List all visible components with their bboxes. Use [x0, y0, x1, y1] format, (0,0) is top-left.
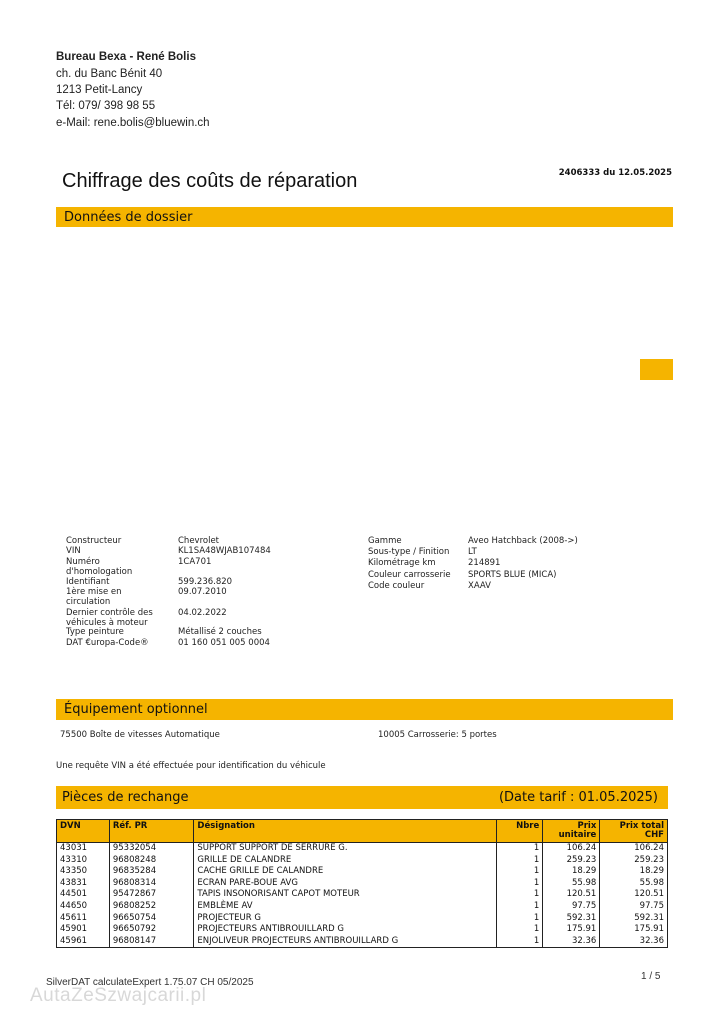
cell-nbre: 1 [496, 855, 543, 867]
table-row [57, 936, 668, 948]
value-europa-code: 01 160 051 005 0004 [178, 638, 270, 648]
vehicle-data-left [66, 536, 366, 651]
cell-nbre: 1 [496, 901, 543, 913]
document-reference: 2406333 du 12.05.2025 [558, 168, 672, 178]
cell-unit-price: 592.31 [543, 913, 600, 925]
cell-nbre: 1 [496, 889, 543, 901]
equipment-body: 10005 Carrosserie: 5 portes [378, 730, 497, 740]
value-vin: KL1SA48WJAB107484 [178, 546, 271, 556]
cell-dvn: 45961 [57, 936, 110, 948]
section-parts-title: Pièces de rechange [62, 790, 189, 805]
table-row [57, 913, 668, 925]
cell-total-price: 106.24 [600, 843, 668, 855]
cell-nbre: 1 [496, 913, 543, 925]
watermark: AutaZeSzwajcarii.pl [30, 985, 207, 1006]
company-phone: Tél: 079/ 398 98 55 [56, 100, 156, 112]
cell-designation: PROJECTEUR G [194, 913, 496, 925]
value-gamme: Aveo Hatchback (2008->) [468, 536, 578, 546]
cell-dvn: 43031 [57, 843, 110, 855]
label-constructeur: Constructeur [66, 536, 122, 546]
cell-nbre: 1 [496, 878, 543, 890]
section-dossier-bar [56, 207, 673, 227]
table-row [57, 878, 668, 890]
label-code-couleur: Code couleur [368, 581, 425, 591]
cell-designation: EMBLÈME AV [194, 901, 496, 913]
label-europa-code: DAT €uropa-Code® [66, 638, 149, 648]
cell-ref: 96650792 [109, 924, 194, 936]
cell-dvn: 44501 [57, 889, 110, 901]
cell-dvn: 45901 [57, 924, 110, 936]
label-couleur-carrosserie: Couleur carrosserie [368, 570, 451, 580]
cell-unit-price: 175.91 [543, 924, 600, 936]
cell-total-price: 32.36 [600, 936, 668, 948]
table-row [57, 855, 668, 867]
cell-nbre: 1 [496, 866, 543, 878]
cell-designation: CACHE GRILLE DE CALANDRE [194, 866, 496, 878]
label-type-peinture: Type peinture [66, 627, 124, 637]
table-row [57, 901, 668, 913]
cell-ref: 96650754 [109, 913, 194, 925]
cell-total-price: 592.31 [600, 913, 668, 925]
col-prix-total: Prix total CHF [600, 820, 668, 843]
cell-ref: 96808248 [109, 855, 194, 867]
value-couleur-carrosserie: SPORTS BLUE (MICA) [468, 570, 557, 580]
vehicle-data-right [368, 536, 668, 596]
label-sous-type: Sous-type / Finition [368, 547, 450, 557]
label-gamme: Gamme [368, 536, 402, 546]
value-kilometrage: 214891 [468, 558, 501, 568]
value-mise-en-circulation: 09.07.2010 [178, 587, 227, 597]
cell-unit-price: 120.51 [543, 889, 600, 901]
table-row [57, 843, 668, 855]
company-name: Bureau Bexa - René Bolis [56, 51, 196, 63]
section-equipment-bar [56, 699, 673, 720]
vin-note: Une requête VIN a été effectuée pour identification du véhicule [56, 761, 326, 771]
cell-dvn: 44650 [57, 901, 110, 913]
section-equipment-title: Équipement optionnel [64, 702, 208, 717]
col-designation: Désignation [194, 820, 496, 843]
value-code-couleur: XAAV [468, 581, 491, 591]
cell-total-price: 259.23 [600, 855, 668, 867]
equipment-gearbox: 75500 Boîte de vitesses Automatique [60, 730, 220, 740]
company-city: 1213 Petit-Lancy [56, 84, 143, 96]
label-dernier-controle: Dernier contrôle des véhicules à moteur [66, 608, 153, 628]
cell-unit-price: 106.24 [543, 843, 600, 855]
cell-designation: ECRAN PARE-BOUE AVG [194, 878, 496, 890]
cell-nbre: 1 [496, 843, 543, 855]
cell-total-price: 120.51 [600, 889, 668, 901]
table-row [57, 866, 668, 878]
label-homologation: Numéro d'homologation [66, 557, 133, 577]
section-parts-bar [56, 786, 668, 809]
table-row [57, 924, 668, 936]
label-identifiant: Identifiant [66, 577, 110, 587]
value-sous-type: LT [468, 547, 477, 557]
cell-unit-price: 32.36 [543, 936, 600, 948]
cell-ref: 96808252 [109, 901, 194, 913]
cell-designation: GRILLE DE CALANDRE [194, 855, 496, 867]
company-email: e-Mail: rene.bolis@bluewin.ch [56, 117, 210, 129]
cell-ref: 96808147 [109, 936, 194, 948]
label-vin: VIN [66, 546, 81, 556]
col-dvn: DVN [57, 820, 110, 843]
section-parts-date: (Date tarif : 01.05.2025) [498, 790, 658, 805]
cell-dvn: 43310 [57, 855, 110, 867]
cell-total-price: 97.75 [600, 901, 668, 913]
value-homologation: 1CA701 [178, 557, 212, 567]
label-kilometrage: Kilométrage km [368, 558, 436, 568]
page-number: 1 / 5 [641, 971, 661, 982]
cell-designation: PROJECTEURS ANTIBROUILLARD G [194, 924, 496, 936]
cell-total-price: 175.91 [600, 924, 668, 936]
cell-designation: ENJOLIVEUR PROJECTEURS ANTIBROUILLARD G [194, 936, 496, 948]
cell-dvn: 43831 [57, 878, 110, 890]
cell-total-price: 55.98 [600, 878, 668, 890]
value-type-peinture: Métallisé 2 couches [178, 627, 262, 637]
cell-dvn: 43350 [57, 866, 110, 878]
col-prix-unitaire: Prix unitaire [543, 820, 600, 843]
cell-nbre: 1 [496, 936, 543, 948]
cell-total-price: 18.29 [600, 866, 668, 878]
accent-block [640, 359, 673, 380]
parts-table [56, 819, 668, 948]
cell-ref: 95332054 [109, 843, 194, 855]
cell-unit-price: 259.23 [543, 855, 600, 867]
footer-software: SilverDAT calculateExpert 1.75.07 CH 05/2025 [46, 977, 254, 988]
cell-ref: 96835284 [109, 866, 194, 878]
table-row [57, 889, 668, 901]
col-nbre: Nbre [496, 820, 543, 843]
cell-ref: 96808314 [109, 878, 194, 890]
cell-dvn: 45611 [57, 913, 110, 925]
page-title: Chiffrage des coûts de réparation [62, 170, 358, 192]
cell-designation: TAPIS INSONORISANT CAPOT MOTEUR [194, 889, 496, 901]
parts-header-row [57, 820, 668, 843]
cell-unit-price: 55.98 [543, 878, 600, 890]
company-street: ch. du Banc Bénit 40 [56, 68, 163, 80]
cell-unit-price: 97.75 [543, 901, 600, 913]
col-ref-pr: Réf. PR [109, 820, 194, 843]
cell-nbre: 1 [496, 924, 543, 936]
value-dernier-controle: 04.02.2022 [178, 608, 227, 618]
cell-ref: 95472867 [109, 889, 194, 901]
cell-unit-price: 18.29 [543, 866, 600, 878]
cell-designation: SUPPORT SUPPORT DE SERRURE G. [194, 843, 496, 855]
label-mise-en-circulation: 1ère mise en circulation [66, 587, 122, 607]
value-constructeur: Chevrolet [178, 536, 220, 546]
value-identifiant: 599.236.820 [178, 577, 233, 587]
section-dossier-title: Données de dossier [64, 210, 193, 225]
